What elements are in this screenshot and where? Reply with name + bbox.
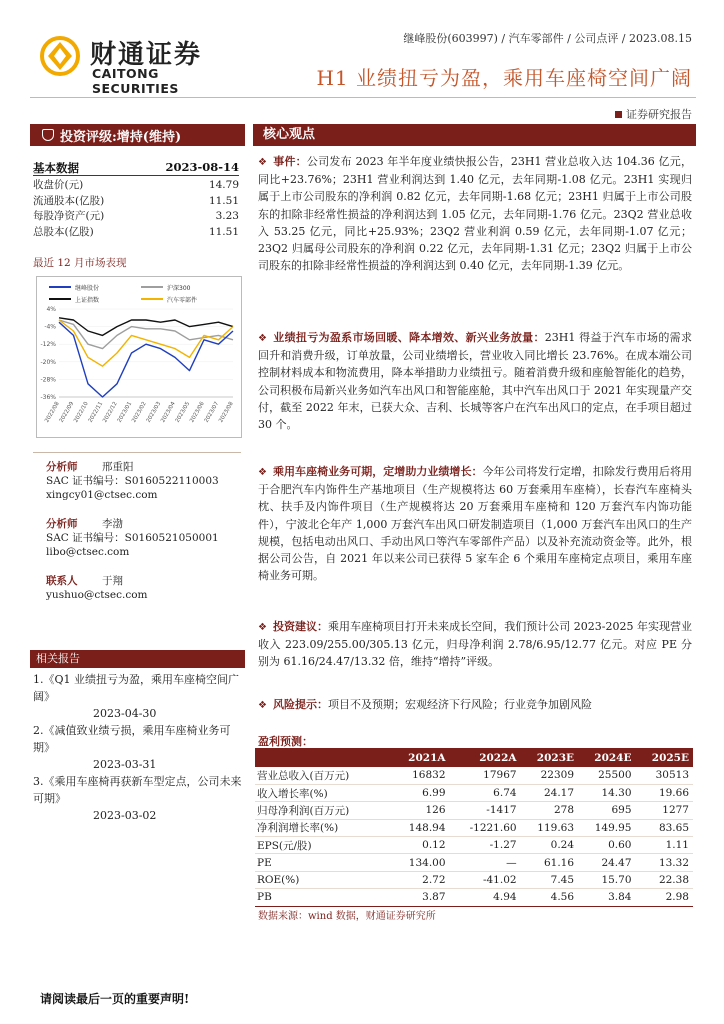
paragraph-text: 23H1 得益于汽车市场的需求回升和消费升级，订单放量，公司业绩增长，营业收入同比增长 23.76%。在成本端公司控制材料成本和物流费用，降本举措助力业绩扭亏。随着消费升级和座舱智能化的趋势，公司积极布局新兴业务如汽车出风口和智能座舱，其中汽车出风口于 2021 年实现量产交付，截至 2022 年末，已获大众、吉利、长城等客户在汽车出风口的定点，在手项目超过 30 个。 xyxy=(258,331,692,432)
forecast-cell: 2.72 xyxy=(392,871,450,888)
x-tick-label: 2023/05 xyxy=(174,401,192,424)
x-tick-label: 2023/06 xyxy=(189,401,206,424)
analyst-cert: SAC 证书编号：S0160522110003 xyxy=(46,475,219,487)
paragraph-text: 项目不及预期；宏观经济下行风险；行业竞争加剧风险 xyxy=(327,698,592,711)
analyst-email[interactable]: libo@ctsec.com xyxy=(46,546,130,558)
paragraph-lead: 风险提示： xyxy=(272,698,328,711)
related-report-date: 2023-04-30 xyxy=(93,707,157,720)
forecast-cell: 19.66 xyxy=(636,784,694,801)
core-paragraph-investment xyxy=(258,618,692,671)
forecast-cell: 0.60 xyxy=(578,837,635,854)
forecast-row-label: PE xyxy=(255,854,392,871)
row-value: 11.51 xyxy=(208,194,239,207)
analyst-role: 分析师 xyxy=(46,518,78,530)
forecast-row xyxy=(255,784,693,801)
forecast-cell: 24.17 xyxy=(521,784,578,801)
related-report-title[interactable]: 1.《Q1 业绩扭亏为盈，乘用车座椅空间广阔》 xyxy=(33,673,240,703)
forecast-row-label: ROE(%) xyxy=(255,871,392,888)
rating-label: 投资评级:增持(维持) xyxy=(60,129,182,145)
brand-name-cn: 财通证券 xyxy=(90,40,203,70)
paragraph-text: 公司发布 2023 年半年度业绩快报公告，23H1 营业总收入达 104.36 亿元，同比+23.76%；23H1 营业利润达到 1.40 亿元，去年同期-1.08 亿元。23H1 实现归属于上市公司股东的净利润 0.82 亿元，去年同期-1.68 亿元；23H1 归属于上市公司股东的扣除非经常性损益的净利润达到 1.05 亿元，去年同期-1.76 亿元。23Q2 营业总收入 53.25 亿元，同比+25.93%；23Q2 营业利润 0.59 亿元，去年同期-1.07 亿元；23Q2 归属母公司股东的净利润 0.22 亿元，去年同期-1.31 亿元；23Q2 归属于上市公司股东的扣除非经常性损益的净利润达到 0.40 亿元，去年同期-1.39 亿元。 xyxy=(258,155,692,273)
forecast-row-label: 归母净利润(百万元) xyxy=(255,802,392,819)
y-tick-label: -20% xyxy=(40,358,56,366)
analyst-cert: SAC 证书编号：S0160521050001 xyxy=(46,532,219,544)
x-tick-label: 2023/01 xyxy=(116,401,134,424)
x-tick-label: 2023/02 xyxy=(131,401,148,424)
forecast-cell: 13.32 xyxy=(636,854,694,871)
forecast-cell: 0.12 xyxy=(392,837,450,854)
contact-role: 联系人 xyxy=(46,575,78,587)
core-paragraph-event xyxy=(258,153,692,274)
forecast-cell: 3.84 xyxy=(578,889,635,906)
forecast-row xyxy=(255,767,693,784)
basic-data-row xyxy=(33,194,239,210)
report-type-label: 证券研究报告 xyxy=(626,108,692,121)
related-report-title[interactable]: 3.《乘用车座椅再获新车型定点，公司未来可期》 xyxy=(33,775,242,805)
basic-data-table xyxy=(33,178,239,240)
forecast-cell: -1221.60 xyxy=(450,819,521,836)
x-tick-label: 2023/04 xyxy=(160,401,177,424)
row-label: 总股本(亿股) xyxy=(33,225,94,238)
forecast-row xyxy=(255,889,693,906)
square-icon xyxy=(615,111,622,118)
basic-data-row xyxy=(33,209,239,225)
bullet-icon: ❖ xyxy=(258,157,268,168)
bullet-icon: ❖ xyxy=(258,333,268,344)
forecast-cell: 119.63 xyxy=(521,819,578,836)
forecast-col-header: 2023E xyxy=(521,748,578,767)
basic-data-header xyxy=(33,160,239,176)
forecast-cell: 2.98 xyxy=(636,889,694,906)
forecast-cell: 134.00 xyxy=(392,854,450,871)
analyst-block xyxy=(46,517,219,559)
legend-label: 上证指数 xyxy=(75,297,100,304)
x-tick-label: 2023/08 xyxy=(218,401,235,424)
paragraph-text: 乘用车座椅项目打开未来成长空间，我们预计公司 2023-2025 年实现营业收入 223.09/255.00/305.13 亿元，归母净利润 2.78/6.95/12.77 亿元。对应 PE 分别为 61.16/24.47/13.32 倍，维持“增持”评级。 xyxy=(258,620,693,669)
related-report-date: 2023-03-02 xyxy=(93,809,157,822)
basic-data-title: 基本数据 xyxy=(33,161,79,175)
contact-block xyxy=(46,574,148,602)
forecast-row xyxy=(255,802,693,819)
forecast-cell: 16832 xyxy=(392,767,450,784)
basic-data-date: 2023-08-14 xyxy=(165,160,239,174)
brand-logo xyxy=(40,30,240,96)
core-paragraph-seat-business xyxy=(258,463,692,584)
chart-svg xyxy=(37,277,243,439)
analyst-name: 邢重阳 xyxy=(102,461,134,473)
row-label: 流通股本(亿股) xyxy=(33,194,105,207)
series-line-汽车零部件 xyxy=(59,320,233,366)
forecast-cell: 17967 xyxy=(450,767,521,784)
forecast-row xyxy=(255,871,693,888)
forecast-col-header xyxy=(255,748,392,767)
forecast-cell: 0.24 xyxy=(521,837,578,854)
forecast-cell: 15.70 xyxy=(578,871,635,888)
analyst-name: 李渤 xyxy=(102,518,123,530)
forecast-row-label: EPS(元/股) xyxy=(255,837,392,854)
x-tick-label: 2023/07 xyxy=(203,401,221,424)
x-tick-label: 2022/10 xyxy=(73,401,90,424)
y-tick-label: -36% xyxy=(40,394,56,401)
paragraph-lead: 投资建议： xyxy=(272,620,329,633)
related-report-title[interactable]: 2.《减值致业绩亏损，乘用车座椅业务可期》 xyxy=(33,724,231,754)
forecast-cell: 4.56 xyxy=(521,889,578,906)
section-divider xyxy=(33,452,241,453)
forecast-row-label: 营业总收入(百万元) xyxy=(255,767,392,784)
x-tick-label: 2022/08 xyxy=(44,401,61,424)
core-paragraph-turnaround xyxy=(258,329,692,433)
header-divider xyxy=(30,97,696,98)
forecast-row-label: 收入增长率(%) xyxy=(255,784,392,801)
core-view-header: 核心观点 xyxy=(253,124,696,146)
x-tick-label: 2022/09 xyxy=(58,401,76,424)
series-line-继峰股份 xyxy=(59,322,233,397)
report-headline: H1 业绩扭亏为盈，乘用车座椅空间广阔 xyxy=(316,66,692,90)
forecast-cell: 22309 xyxy=(521,767,578,784)
contact-email[interactable]: yushuo@ctsec.com xyxy=(46,589,148,601)
basic-data-divider xyxy=(33,175,239,176)
forecast-row xyxy=(255,819,693,836)
forecast-cell: 25500 xyxy=(578,767,635,784)
y-tick-label: -12% xyxy=(40,341,56,349)
forecast-cell: 30513 xyxy=(636,767,694,784)
forecast-cell: 6.99 xyxy=(392,784,450,801)
contact-name: 于翔 xyxy=(102,575,123,587)
row-label: 每股净资产(元) xyxy=(33,210,105,222)
forecast-cell: 148.94 xyxy=(392,819,450,836)
legend-label: 沪深300 xyxy=(167,285,191,292)
forecast-cell: -1417 xyxy=(450,802,521,819)
row-value: 11.51 xyxy=(208,225,239,238)
forecast-cell: 149.95 xyxy=(578,819,635,836)
report-type xyxy=(615,106,692,122)
forecast-header-row xyxy=(255,748,693,767)
forecast-cell: — xyxy=(450,854,521,871)
basic-data-row xyxy=(33,225,239,241)
related-reports-list xyxy=(33,671,245,824)
legend-label: 继峰股份 xyxy=(75,285,100,292)
analyst-email[interactable]: xingcy01@ctsec.com xyxy=(46,489,158,501)
analyst-block xyxy=(46,460,219,502)
y-tick-label: -4% xyxy=(44,323,56,331)
x-tick-label: 2023/03 xyxy=(145,401,163,424)
paragraph-text: 今年公司将发行定增，扣除发行费用后将用于合肥汽车内饰件生产基地项目（生产规模将达 60 万套乘用车座椅），长春汽车座椅头枕、扶手及内饰件项目（生产规模将达 20 万套乘用车座椅和 120 万套汽车内饰功能件），宁波北仑年产 1,000 万套汽车出风口研发制造项目（1,000 万套汽车出风口的生产规模，包括电动出风口、手动出风口等汽车零部件产品）以及补充流动资金等。此外，根据公司公告，自 2021 年以来公司已获得 5 家车企 6 个乘用车座椅定点项目，乘用车座椅业务可期。 xyxy=(258,465,693,583)
forecast-col-header: 2022A xyxy=(450,748,521,767)
forecast-cell: 1.11 xyxy=(636,837,694,854)
related-report-item[interactable] xyxy=(33,773,245,824)
rating-banner xyxy=(30,124,245,146)
core-paragraph-risk xyxy=(258,696,692,714)
brand-logo-icon xyxy=(40,36,80,76)
forecast-cell: 6.74 xyxy=(450,784,521,801)
forecast-cell: -41.02 xyxy=(450,871,521,888)
forecast-table xyxy=(255,748,693,907)
forecast-cell: 126 xyxy=(392,802,450,819)
forecast-cell: 278 xyxy=(521,802,578,819)
row-value: 14.79 xyxy=(208,179,239,191)
bullet-icon: ❖ xyxy=(258,700,267,711)
forecast-row xyxy=(255,837,693,854)
footer-disclaimer: 请阅读最后一页的重要声明! xyxy=(40,992,190,1006)
forecast-row-label: PB xyxy=(255,889,392,906)
related-report-item[interactable] xyxy=(33,671,245,722)
forecast-cell: -1.27 xyxy=(450,837,521,854)
paragraph-lead: 乘用车座椅业务可期，定增助力业绩增长： xyxy=(273,465,483,478)
row-label: 收盘价(元) xyxy=(33,179,84,191)
forecast-cell: 695 xyxy=(578,802,635,819)
forecast-col-header: 2025E xyxy=(636,748,694,767)
forecast-cell: 3.87 xyxy=(392,889,450,906)
analyst-role: 分析师 xyxy=(46,461,78,473)
forecast-cell: 61.16 xyxy=(521,854,578,871)
bullet-icon: ❖ xyxy=(258,467,267,478)
forecast-cell: 83.65 xyxy=(636,819,694,836)
forecast-col-header: 2021A xyxy=(392,748,450,767)
forecast-row-label: 净利润增长率(%) xyxy=(255,819,392,836)
forecast-title: 盈利预测： xyxy=(258,735,313,748)
forecast-cell: 1277 xyxy=(636,802,694,819)
x-tick-label: 2022/12 xyxy=(102,401,119,424)
x-tick-label: 2022/11 xyxy=(87,401,105,424)
forecast-row xyxy=(255,854,693,871)
basic-data-row xyxy=(33,178,239,194)
legend-label: 汽车零部件 xyxy=(167,297,198,304)
y-tick-label: -28% xyxy=(40,376,56,384)
bullet-icon: ❖ xyxy=(258,622,267,633)
market-performance-chart xyxy=(36,276,242,438)
row-value: 3.23 xyxy=(215,210,239,222)
forecast-cell: 7.45 xyxy=(521,871,578,888)
header-meta: 继峰股份(603997) / 汽车零部件 / 公司点评 / 2023.08.15 xyxy=(403,32,692,45)
forecast-cell: 22.38 xyxy=(636,871,694,888)
shield-icon xyxy=(42,129,54,141)
related-reports-header: 相关报告 xyxy=(30,650,245,668)
forecast-cell: 24.47 xyxy=(578,854,635,871)
paragraph-lead: 业绩扭亏为盈系市场回暖、降本增效、新兴业务放量： xyxy=(273,331,545,344)
chart-caption: 最近 12 月市场表现 xyxy=(33,257,127,269)
related-report-item[interactable] xyxy=(33,722,245,773)
forecast-cell: 14.30 xyxy=(578,784,635,801)
brand-name-en: CAITONG SECURITIES xyxy=(92,66,179,96)
y-tick-label: 4% xyxy=(46,306,56,313)
forecast-cell: 4.94 xyxy=(450,889,521,906)
data-source: 数据来源：wind 数据，财通证券研究所 xyxy=(258,911,436,922)
paragraph-lead: 事件： xyxy=(273,155,307,168)
related-report-date: 2023-03-31 xyxy=(93,758,157,771)
forecast-col-header: 2024E xyxy=(578,748,635,767)
